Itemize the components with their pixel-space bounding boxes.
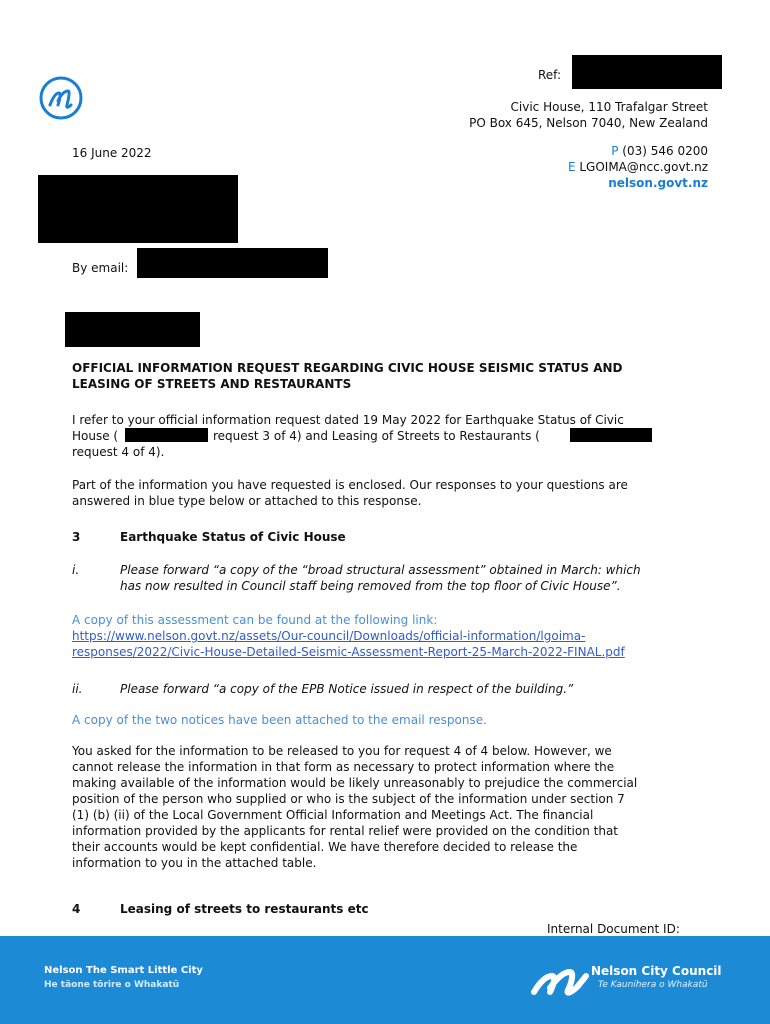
- intro-line3: request 4 of 4).: [72, 445, 165, 459]
- answer-2: A copy of the two notices have been attached to the email response.: [72, 713, 487, 727]
- page-footer: [0, 936, 770, 1024]
- council-logo: [38, 75, 84, 121]
- letter-date: 16 June 2022: [72, 146, 152, 160]
- phone-prefix: P: [611, 144, 619, 158]
- enclosed-line1: Part of the information you have requested is enclosed. Our responses to your questions are: [72, 478, 628, 492]
- question-1-line1: Please forward “a copy of the “broad structural assessment” obtained in March: which: [120, 563, 641, 577]
- intro-redaction-2: [570, 428, 652, 442]
- intro-line2-b: request 3 of 4) and Leasing of Streets to Restaurants (: [213, 429, 540, 443]
- letter-title: [72, 360, 712, 392]
- internal-document-id-label: Internal Document ID:: [547, 922, 680, 936]
- footer-tagline: Nelson The Smart Little City: [44, 965, 203, 976]
- address-line1: Civic House, 110 Trafalgar Street: [510, 100, 708, 114]
- by-email-label: By email:: [72, 261, 129, 275]
- intro-redaction-1: [125, 428, 208, 442]
- release-line: (1) (b) (ii) of the Local Government Official Information and Meetings Act. The financial: [72, 808, 594, 822]
- email-line: [400, 159, 708, 175]
- question-2-label: ii.: [72, 682, 83, 696]
- release-line: information provided by the applicants for rental relief were provided on the condition that: [72, 824, 619, 838]
- question-1-line2: has now resulted in Council staff being removed from the top floor of Civic House”.: [120, 579, 621, 593]
- salutation-redaction: [65, 312, 200, 347]
- contact-block: [400, 143, 708, 191]
- email-address[interactable]: LGOIMA@ncc.govt.nz: [579, 160, 708, 174]
- question-1: [120, 562, 720, 594]
- release-line: making available of the information would be likely unreasonably to prejudice the commercial: [72, 776, 638, 790]
- release-paragraph: [72, 743, 722, 871]
- question-2: Please forward “a copy of the EPB Notice issued in respect of the building.”: [120, 682, 574, 696]
- section4-heading: Leasing of streets to restaurants etc: [120, 902, 369, 916]
- release-line: position of the person who supplied or who is the subject of the information under section 7: [72, 792, 625, 806]
- release-line: You asked for the information to be released to you for request 4 of 4 below. However, we: [72, 744, 612, 758]
- footer-tagline-maori: He tāone tōrire o Whakatū: [44, 980, 180, 990]
- title-line1: OFFICIAL INFORMATION REQUEST REGARDING CIVIC HOUSE SEISMIC STATUS AND: [72, 361, 623, 375]
- ref-label: Ref:: [538, 68, 562, 82]
- release-line: information to you in the attached table.: [72, 856, 317, 870]
- phone-number: (03) 546 0200: [622, 144, 708, 158]
- enclosed-paragraph: [72, 477, 712, 509]
- section3-number: 3: [72, 530, 81, 544]
- intro-line2-a: House (: [72, 429, 119, 443]
- footer-logo-icon: [530, 962, 590, 998]
- ref-redaction: [572, 55, 722, 89]
- email-prefix: E: [567, 160, 576, 174]
- section4-number: 4: [72, 902, 81, 916]
- answer-1: [72, 612, 722, 660]
- address-line2: PO Box 645, Nelson 7040, New Zealand: [469, 116, 708, 130]
- question-1-label: i.: [72, 563, 80, 577]
- answer-1-text: A copy of this assessment can be found at the following link:: [72, 613, 438, 627]
- footer-council-name: Nelson City Council: [591, 964, 722, 978]
- footer-council-maori: Te Kaunihera o Whakatū: [598, 980, 708, 990]
- intro-line1: I refer to your official information request dated 19 May 2022 for Earthquake Status of Civic: [72, 413, 624, 427]
- assessment-link-line2[interactable]: responses/2022/Civic-House-Detailed-Seismic-Assessment-Report-25-March-2022-FINAL.pdf: [72, 645, 625, 659]
- release-line: cannot release the information in that form as necessary to protect information where the: [72, 760, 615, 774]
- enclosed-line2: answered in blue type below or attached to this response.: [72, 494, 422, 508]
- by-email-redaction: [137, 248, 328, 278]
- section3-heading: Earthquake Status of Civic House: [120, 530, 346, 544]
- address-block: [400, 99, 708, 131]
- assessment-link-line1[interactable]: https://www.nelson.govt.nz/assets/Our-council/Downloads/official-information/lgoima-: [72, 629, 586, 643]
- website-link[interactable]: nelson.govt.nz: [608, 176, 708, 190]
- title-line2: LEASING OF STREETS AND RESTAURANTS: [72, 377, 352, 391]
- release-line: their accounts would be kept confidential. We have therefore decided to release the: [72, 840, 578, 854]
- phone-line: [400, 143, 708, 159]
- recipient-redaction: [38, 175, 238, 243]
